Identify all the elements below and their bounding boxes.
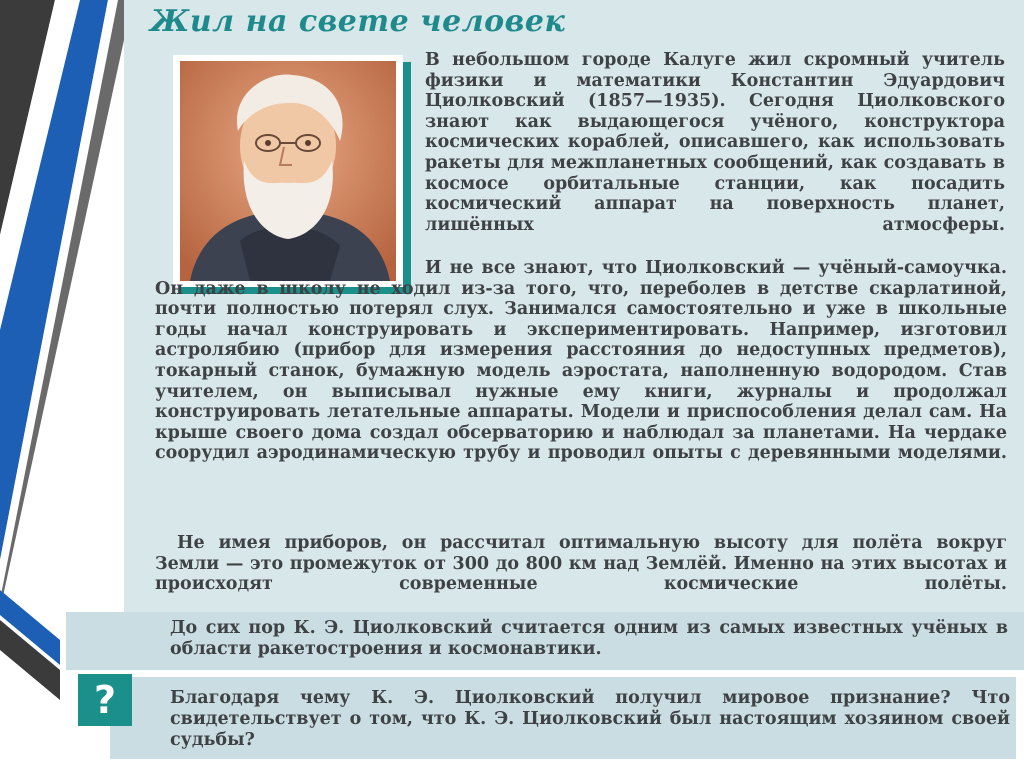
- note-text: До сих пор К. Э. Циолковский считается одним из самых известных учёных в области ракетостроения и космонавтики.: [170, 618, 1008, 659]
- scientist-name: Константин Эдуардович Циолковский: [425, 70, 1005, 112]
- paragraph-intro-text: В небольшом городе Калуге жил скромный учитель физики и математики: [425, 50, 1005, 91]
- question-mark-icon: ?: [78, 674, 132, 726]
- portrait-frame: [173, 55, 403, 287]
- page-title: Жил на свете человек: [150, 4, 566, 39]
- paragraph-intro-text-cont: (1857—1935). Сегодня Циолковского знают как выдающегося учёного, конструктора космических кораблей, описавшего, как использовать ракеты для межпланетных сообщений, как создавать в космосе орбитальные станции, как посадить космический аппарат на поверхность планет, лишённых атмосферы.: [425, 91, 1005, 235]
- question-text: Благодаря чему К. Э. Циолковский получил мировое признание? Что свидетельствует о том, что К. Э. Циолковский был настоящим хозяином своей судьбы?: [170, 688, 1010, 750]
- paragraph-self-taught: И не все знают, что Циолковский — учёный-самоучка. Он даже в школу не ходил из-за того, что, переболев в детстве скарлатиной, почти полностью потерял слух. Занимался самостоятельно и уже в школьные годы начал конструировать и экспериментировать. Например, изготовил астролябию (прибор для измерения расстояния до недоступных предметов), токарный станок, бумажную модель аэростата, наполненную водородом. Став учителем, он выписывал нужные ему книги, журналы и продолжал конструировать летательные аппараты. Модели и приспособления делал сам. На крыше своего дома создал обсерваторию и наблюдал за планетами. На чердаке соорудил аэродинамическую трубу и проводил опыты с деревянными моделями.: [155, 258, 1007, 464]
- paragraph-calculation: Не имея приборов, он рассчитал оптимальную высоту для полёта вокруг Земли — это промежуток от 300 до 800 км над Землёй. Именно на этих высотах и происходят современные космические полёты.: [155, 533, 1007, 595]
- portrait-image: [180, 61, 396, 281]
- paragraph-intro: [425, 50, 1005, 235]
